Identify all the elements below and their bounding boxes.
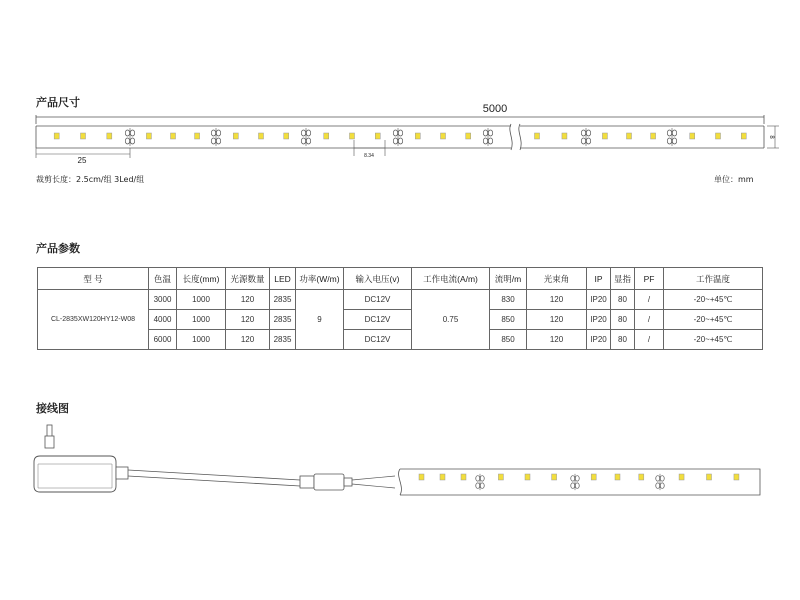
led-chip (716, 133, 721, 139)
led-chip (741, 133, 746, 139)
solder-pad (480, 476, 484, 481)
solder-pad (211, 138, 215, 144)
table-cell: IP20 (587, 310, 611, 330)
led-chip (350, 133, 355, 139)
header-cell: 显指 (611, 268, 635, 290)
cut-length-note: 裁剪长度：2.5cm/组 3Led/组 (36, 175, 145, 184)
table-cell: 3000 (149, 290, 177, 310)
current-cell: 0.75 (412, 290, 490, 350)
solder-pad (581, 130, 585, 136)
header-cell: LED (270, 268, 296, 290)
solder-pad (216, 138, 220, 144)
table-cell: -20~+45℃ (664, 330, 763, 350)
table-cell: / (635, 330, 664, 350)
power-adapter-icon (34, 425, 300, 492)
table-cell: 1000 (177, 310, 226, 330)
led-chip (171, 133, 176, 139)
led-chip (419, 474, 424, 480)
solder-pad (398, 130, 402, 136)
table-cell: 1000 (177, 290, 226, 310)
header-cell: PF (635, 268, 664, 290)
total-length-label: 5000 (482, 103, 508, 115)
solder-pad (211, 130, 215, 136)
led-chip (734, 474, 739, 480)
header-cell: 功率(W/m) (296, 268, 344, 290)
led-chip (441, 133, 446, 139)
table-cell: 120 (226, 290, 270, 310)
dc-connector-icon (300, 474, 395, 490)
solder-pad (125, 130, 129, 136)
table-cell: DC12V (344, 290, 412, 310)
led-chip (415, 133, 420, 139)
solder-pad (656, 483, 660, 488)
led-chip (461, 474, 466, 480)
led-strip-wiring-icon (399, 469, 760, 495)
header-cell: 工作电流(A/m) (412, 268, 490, 290)
unit-note: 单位：mm (714, 175, 754, 184)
solder-pad (672, 138, 676, 144)
solder-pad (660, 483, 664, 488)
table-cell: 120 (527, 330, 587, 350)
solder-pad (575, 483, 579, 488)
led-chip (651, 133, 656, 139)
solder-pad (488, 138, 492, 144)
segment-length-label: 25 (77, 156, 87, 165)
solder-pad (660, 476, 664, 481)
led-strip-icon (36, 124, 764, 150)
led-chip (259, 133, 264, 139)
solder-pad (480, 483, 484, 488)
table-cell: 80 (611, 310, 635, 330)
table-cell: IP20 (587, 290, 611, 310)
led-chip (284, 133, 289, 139)
table-cell: 120 (226, 330, 270, 350)
table-cell: 2835 (270, 310, 296, 330)
table-cell: / (635, 290, 664, 310)
table-cell: 80 (611, 330, 635, 350)
led-chip (466, 133, 471, 139)
led-chip (233, 133, 238, 139)
table-cell: 2835 (270, 330, 296, 350)
section-title-wiring: 接线图 (36, 402, 69, 415)
header-cell: IP (587, 268, 611, 290)
led-chip (679, 474, 684, 480)
table-cell: 850 (490, 310, 527, 330)
led-chip (54, 133, 59, 139)
solder-pad (581, 138, 585, 144)
led-chip (627, 133, 632, 139)
table-cell: 6000 (149, 330, 177, 350)
solder-pad (667, 138, 671, 144)
solder-pad (586, 130, 590, 136)
led-pitch-label: 8.34 (364, 153, 374, 159)
solder-pad (306, 138, 310, 144)
header-cell: 长度(mm) (177, 268, 226, 290)
led-chip (690, 133, 695, 139)
spec-table (37, 267, 763, 350)
model-cell: CL-2835XW120HY12-W08 (38, 290, 149, 350)
solder-pad (571, 483, 575, 488)
led-chip (707, 474, 712, 480)
solder-pad (672, 130, 676, 136)
solder-pad (130, 138, 134, 144)
solder-pad (301, 130, 305, 136)
table-cell: -20~+45℃ (664, 310, 763, 330)
header-cell: 型 号 (38, 268, 149, 290)
header-cell: 光源数量 (226, 268, 270, 290)
solder-pad (483, 138, 487, 144)
led-chip (639, 474, 644, 480)
led-chip (195, 133, 200, 139)
led-chip (525, 474, 530, 480)
table-cell: DC12V (344, 310, 412, 330)
solder-pad (586, 138, 590, 144)
solder-pad (306, 130, 310, 136)
solder-pad (476, 476, 480, 481)
solder-pad (571, 476, 575, 481)
table-cell: / (635, 310, 664, 330)
header-cell: 工作温度 (664, 268, 763, 290)
led-chip (146, 133, 151, 139)
table-cell: 830 (490, 290, 527, 310)
table-cell: 120 (527, 310, 587, 330)
table-cell: IP20 (587, 330, 611, 350)
table-header-row (38, 268, 763, 290)
led-chip (615, 474, 620, 480)
table-cell: DC12V (344, 330, 412, 350)
solder-pad (575, 476, 579, 481)
table-cell: 1000 (177, 330, 226, 350)
table-cell: 850 (490, 330, 527, 350)
table-cell: 120 (527, 290, 587, 310)
section-title-parameters: 产品参数 (36, 242, 80, 255)
table-row (38, 290, 763, 310)
table-cell: 4000 (149, 310, 177, 330)
led-chip (602, 133, 607, 139)
solder-pad (656, 476, 660, 481)
solder-pad (393, 130, 397, 136)
header-cell: 光束角 (527, 268, 587, 290)
led-chip (375, 133, 380, 139)
solder-pad (393, 138, 397, 144)
led-chip (107, 133, 112, 139)
section-title-dimensions: 产品尺寸 (36, 96, 80, 109)
solder-pad (398, 138, 402, 144)
table-cell: -20~+45℃ (664, 290, 763, 310)
solder-pad (216, 130, 220, 136)
header-cell: 流明/m (490, 268, 527, 290)
led-chip (81, 133, 86, 139)
led-chip (324, 133, 329, 139)
led-chip (552, 474, 557, 480)
solder-pad (483, 130, 487, 136)
solder-pad (130, 130, 134, 136)
led-chip (498, 474, 503, 480)
solder-pad (125, 138, 129, 144)
solder-pad (301, 138, 305, 144)
led-chip (591, 474, 596, 480)
solder-pad (476, 483, 480, 488)
header-cell: 输入电压(v) (344, 268, 412, 290)
led-chip (440, 474, 445, 480)
table-cell: 120 (226, 310, 270, 330)
width-label: 8 (768, 135, 774, 139)
table-cell: 2835 (270, 290, 296, 310)
solder-pad (667, 130, 671, 136)
led-chip (562, 133, 567, 139)
led-chip (535, 133, 540, 139)
header-cell: 色温 (149, 268, 177, 290)
solder-pad (488, 130, 492, 136)
power-cell: 9 (296, 290, 344, 350)
table-cell: 80 (611, 290, 635, 310)
